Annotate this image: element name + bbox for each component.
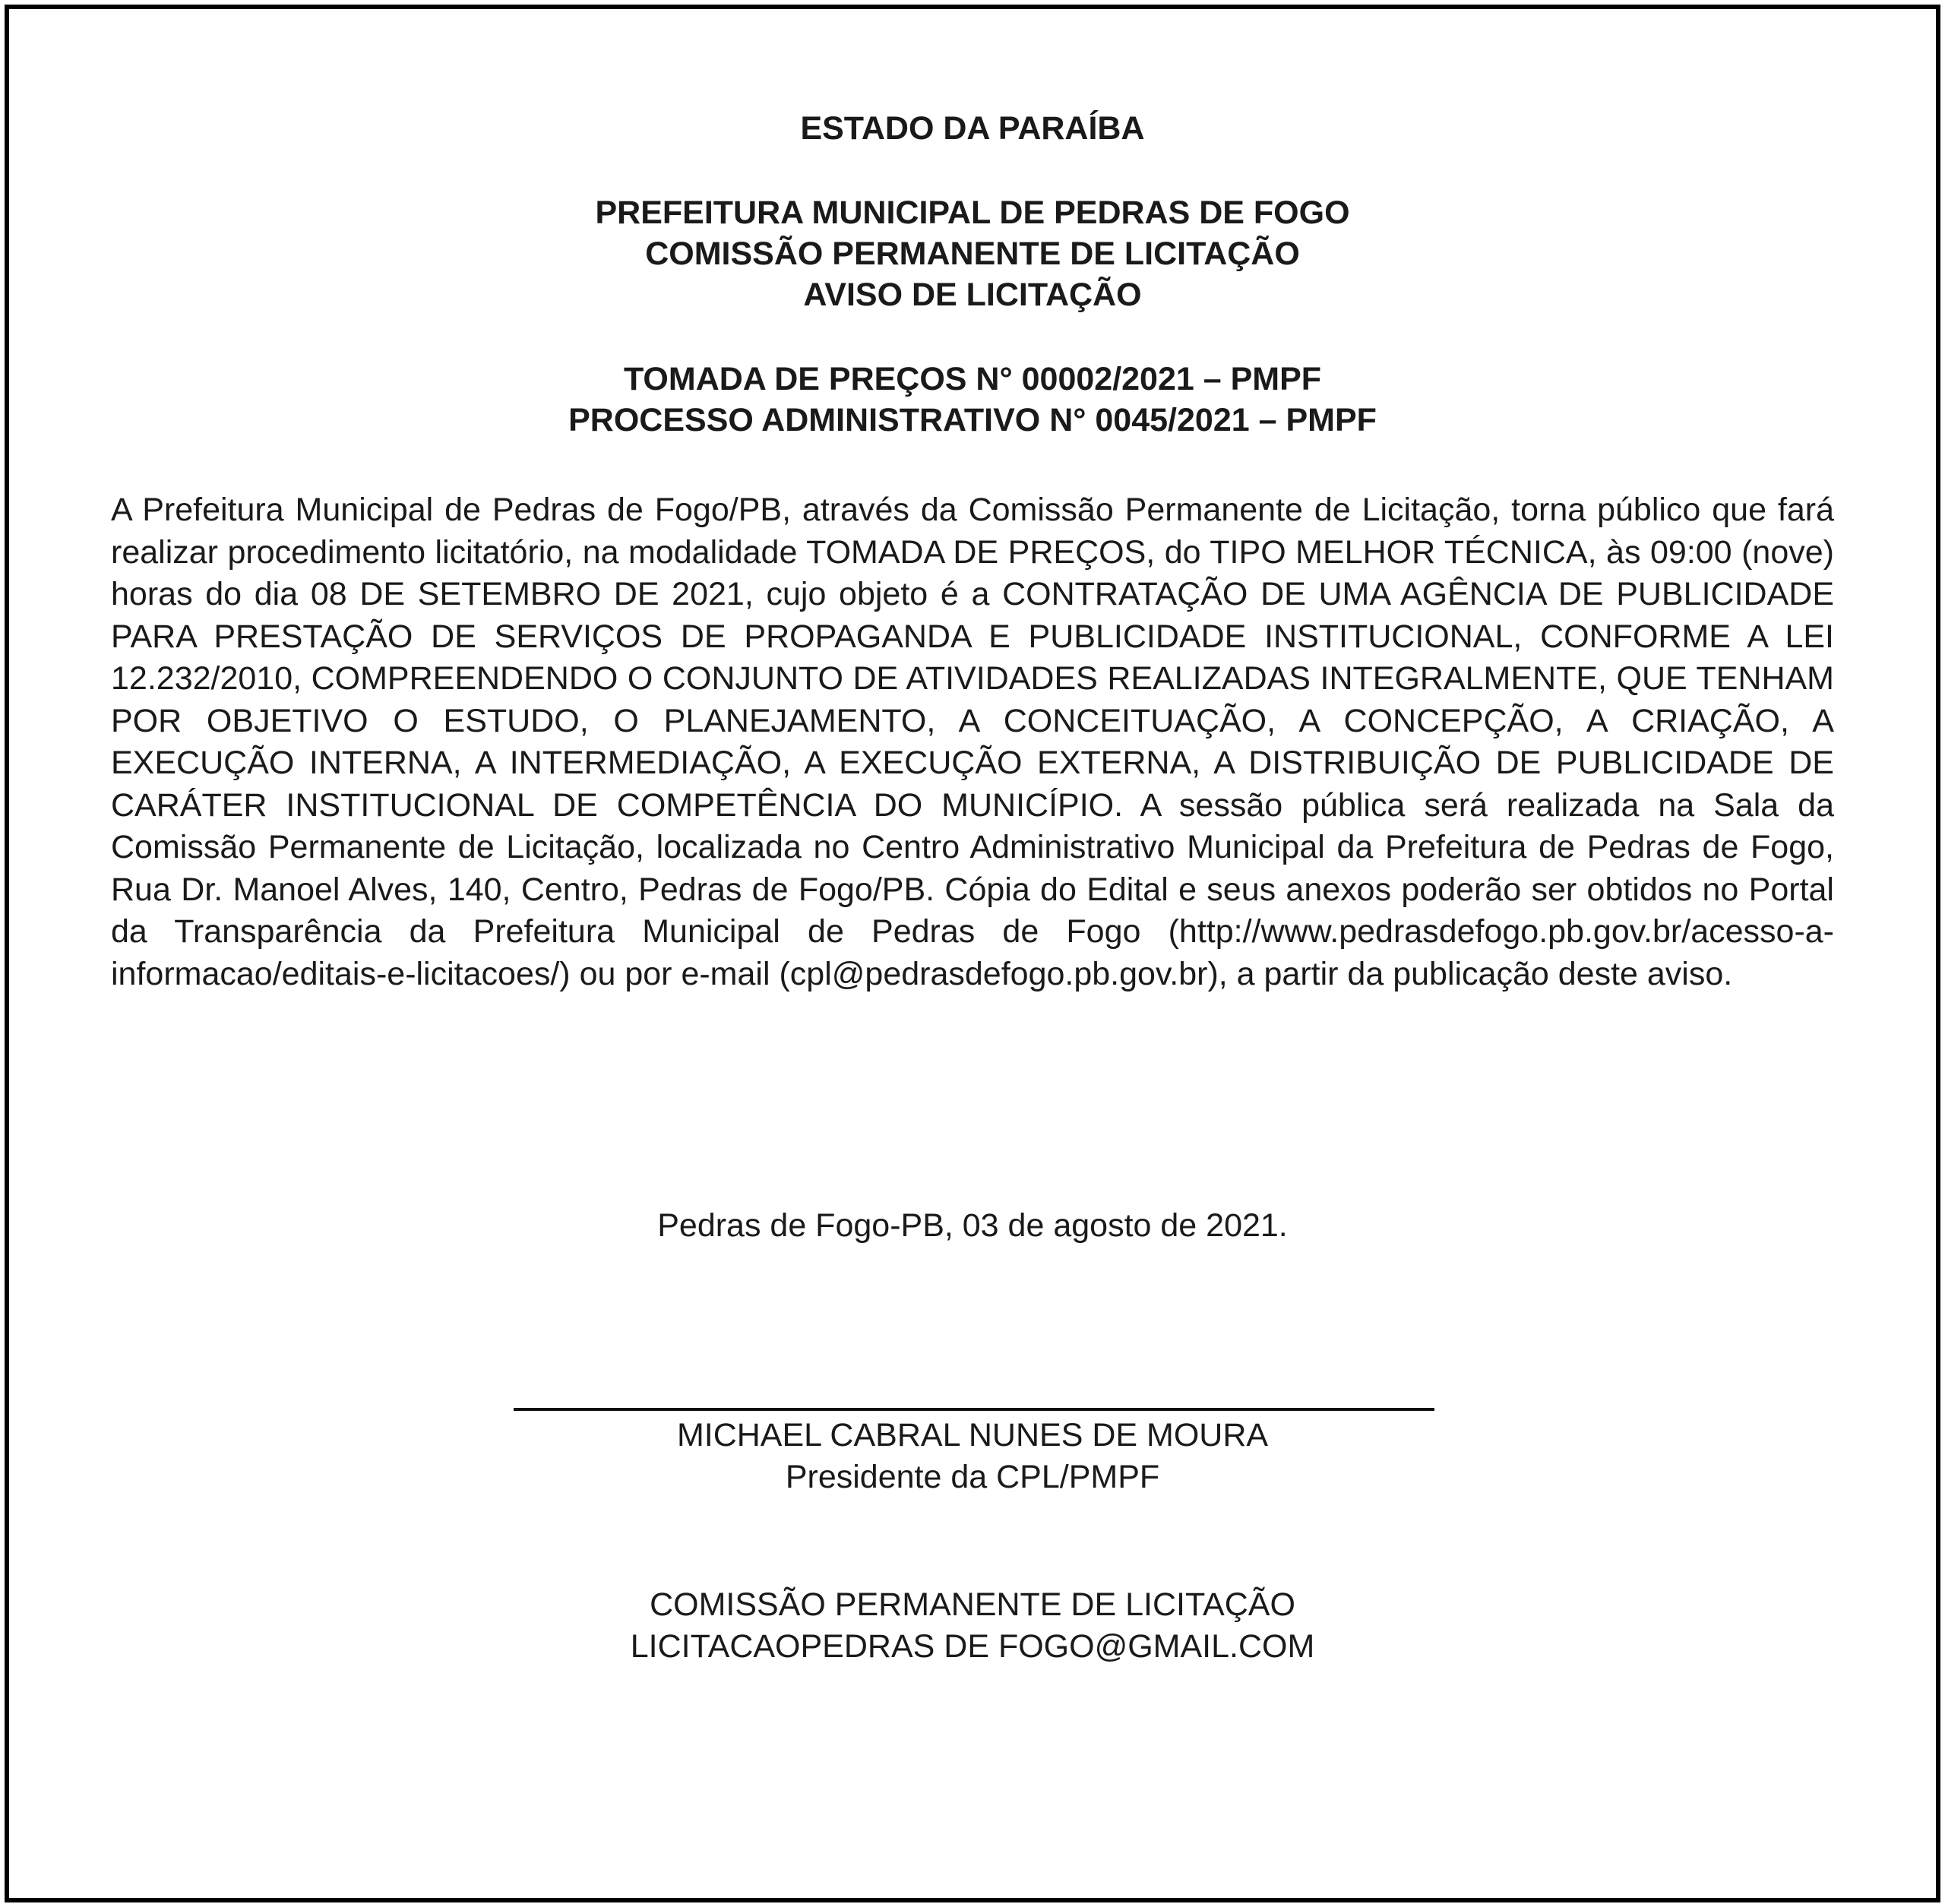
- processo-administrativo-line: PROCESSO ADMINISTRATIVO N° 0045/2021 – PMPF: [568, 402, 1377, 438]
- signatory-role: Presidente da CPL/PMPF: [785, 1459, 1160, 1495]
- footer-email: LICITACAOPEDRAS DE FOGO@GMAIL.COM: [630, 1628, 1315, 1665]
- process-heading-block: [0, 359, 1945, 441]
- tomada-de-precos-line: TOMADA DE PREÇOS N° 00002/2021 – PMPF: [623, 361, 1322, 397]
- date-line: Pedras de Fogo-PB, 03 de agosto de 2021.: [657, 1207, 1288, 1244]
- institution-heading-line-2: COMISSÃO PERMANENTE DE LICITAÇÃO: [645, 236, 1300, 272]
- signatory-name: MICHAEL CABRAL NUNES DE MOURA: [676, 1417, 1269, 1453]
- institution-heading-block: [0, 192, 1945, 315]
- footer-commission: COMISSÃO PERMANENTE DE LICITAÇÃO: [650, 1586, 1295, 1623]
- signature-line: [514, 1408, 1434, 1411]
- notice-body-paragraph: A Prefeitura Municipal de Pedras de Fogo/PB, através da Comissão Permanente de Licitação, torna público que fará realizar procedimento licitatório, na modalidade TOMADA DE PREÇOS, do TIPO MELHOR TÉCNICA, às 09:00 (nove) horas do dia 08 DE SETEMBRO DE 2021, cujo objeto é a CONTRATAÇÃO DE UMA AGÊNCIA DE PUBLICIDADE PARA PRESTAÇÃO DE SERVIÇOS DE PROPAGANDA E PUBLICIDADE INSTITUCIONAL, CONFORME A LEI 12.232/2010, COMPREENDENDO O CONJUNTO DE ATIVIDADES REALIZADAS INTEGRALMENTE, QUE TENHAM POR OBJETIVO O ESTUDO, O PLANEJAMENTO, A CONCEITUAÇÃO, A CONCEPÇÃO, A CRIAÇÃO, A EXECUÇÃO INTERNA, A INTERMEDIAÇÃO, A EXECUÇÃO EXTERNA, A DISTRIBUIÇÃO DE PUBLICIDADE DE CARÁTER INSTITUCIONAL DE COMPETÊNCIA DO MUNICÍPIO. A sessão pública será realizada na Sala da Comissão Permanente de Licitação, localizada no Centro Administrativo Municipal da Prefeitura de Pedras de Fogo, Rua Dr. Manoel Alves, 140, Centro, Pedras de Fogo/PB. Cópia do Edital e seus anexos poderão ser obtidos no Portal da Transparência da Prefeitura Municipal de Pedras de Fogo (http://www.pedrasdefogo.pb.gov.br/acesso-a- informacao/editais-e-licitacoes/) ou por e-mail (cpl@pedrasdefogo.pb.gov.br), a partir da publicação deste aviso.: [111, 492, 1834, 992]
- state-heading-text: ESTADO DA PARAÍBA: [800, 110, 1145, 147]
- institution-heading-line-3: AVISO DE LICITAÇÃO: [803, 277, 1142, 313]
- state-heading: [0, 108, 1945, 149]
- institution-heading-line-1: PREFEITURA MUNICIPAL DE PEDRAS DE FOGO: [595, 195, 1350, 231]
